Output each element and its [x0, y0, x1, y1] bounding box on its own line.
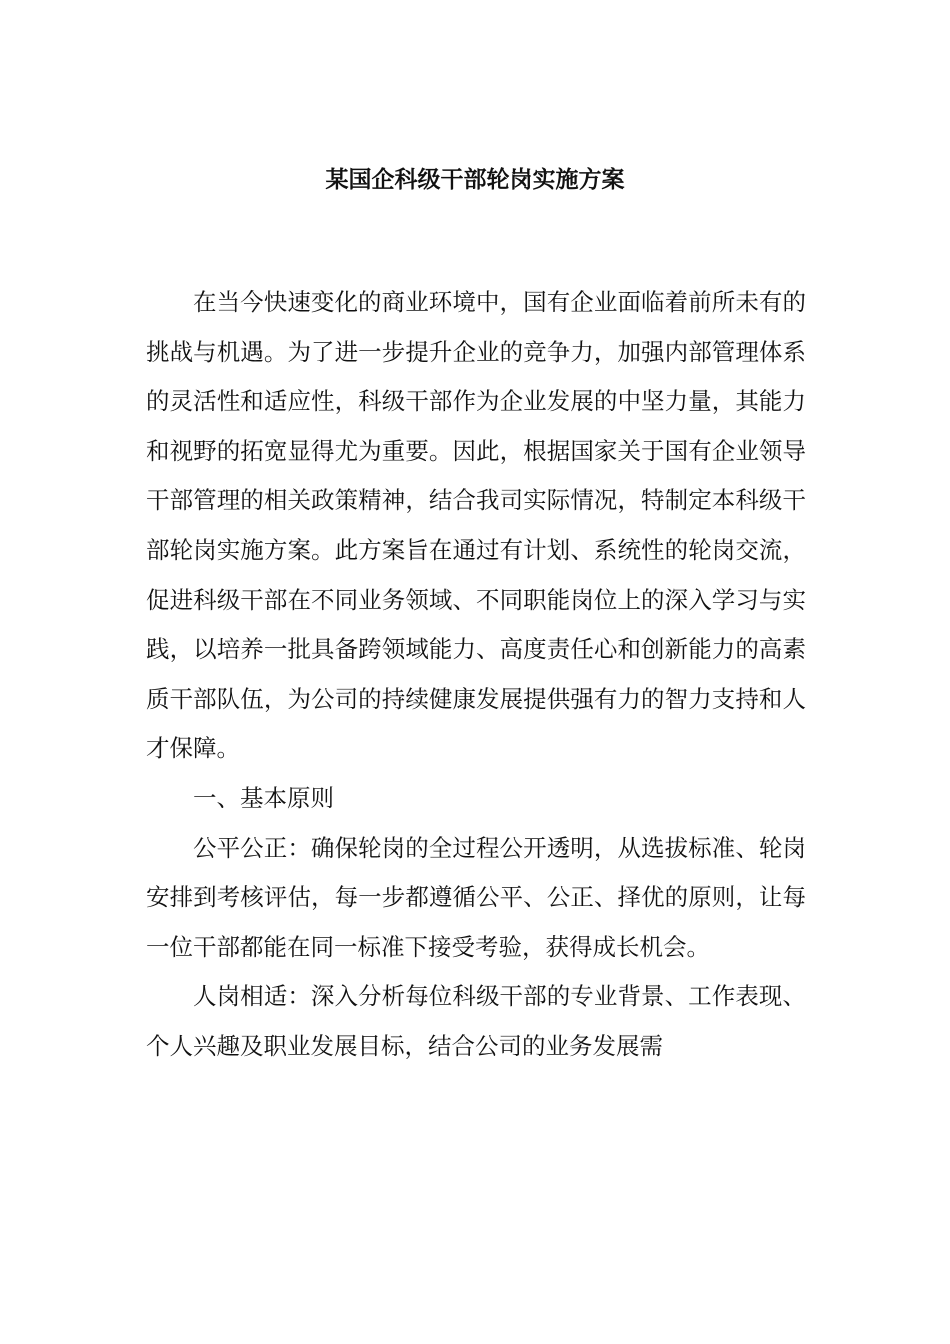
document-title: 某国企科级干部轮岗实施方案 [325, 167, 625, 193]
intro-paragraph: 在当今快速变化的商业环境中，国有企业面临着前所未有的挑战与机遇。为了进一步提升企业的竞争力，加强内部管理体系的灵活性和适应性，科级干部作为企业发展的中坚力量，其能力和视野的拓宽显得尤为重要。因此，根据国家关于国有企业领导干部管理的相关政策精神，结合我司实际情况，特制定本科级干部轮岗实施方案。此方案旨在通过有计划、系统性的轮岗交流，促进科级干部在不同业务领域、不同职能岗位上的深入学习与实践，以培养一批具备跨领域能力、高度责任心和创新能力的高素质干部队伍，为公司的持续健康发展提供强有力的智力支持和人才保障。 [146, 288, 806, 763]
principle-fit-paragraph: 人岗相适：深入分析每位科级干部的专业背景、工作表现、个人兴趣及职业发展目标，结合公司的业务发展需 [146, 982, 806, 1060]
document-body [146, 278, 806, 1072]
principle-fairness-paragraph: 公平公正：确保轮岗的全过程公开透明，从选拔标准、轮岗安排到考核评估，每一步都遵循公平、公正、择优的原则，让每一位干部都能在同一标准下接受考验，获得成长机会。 [146, 833, 806, 961]
section-heading-basic-principles: 一、基本原则 [193, 783, 334, 812]
